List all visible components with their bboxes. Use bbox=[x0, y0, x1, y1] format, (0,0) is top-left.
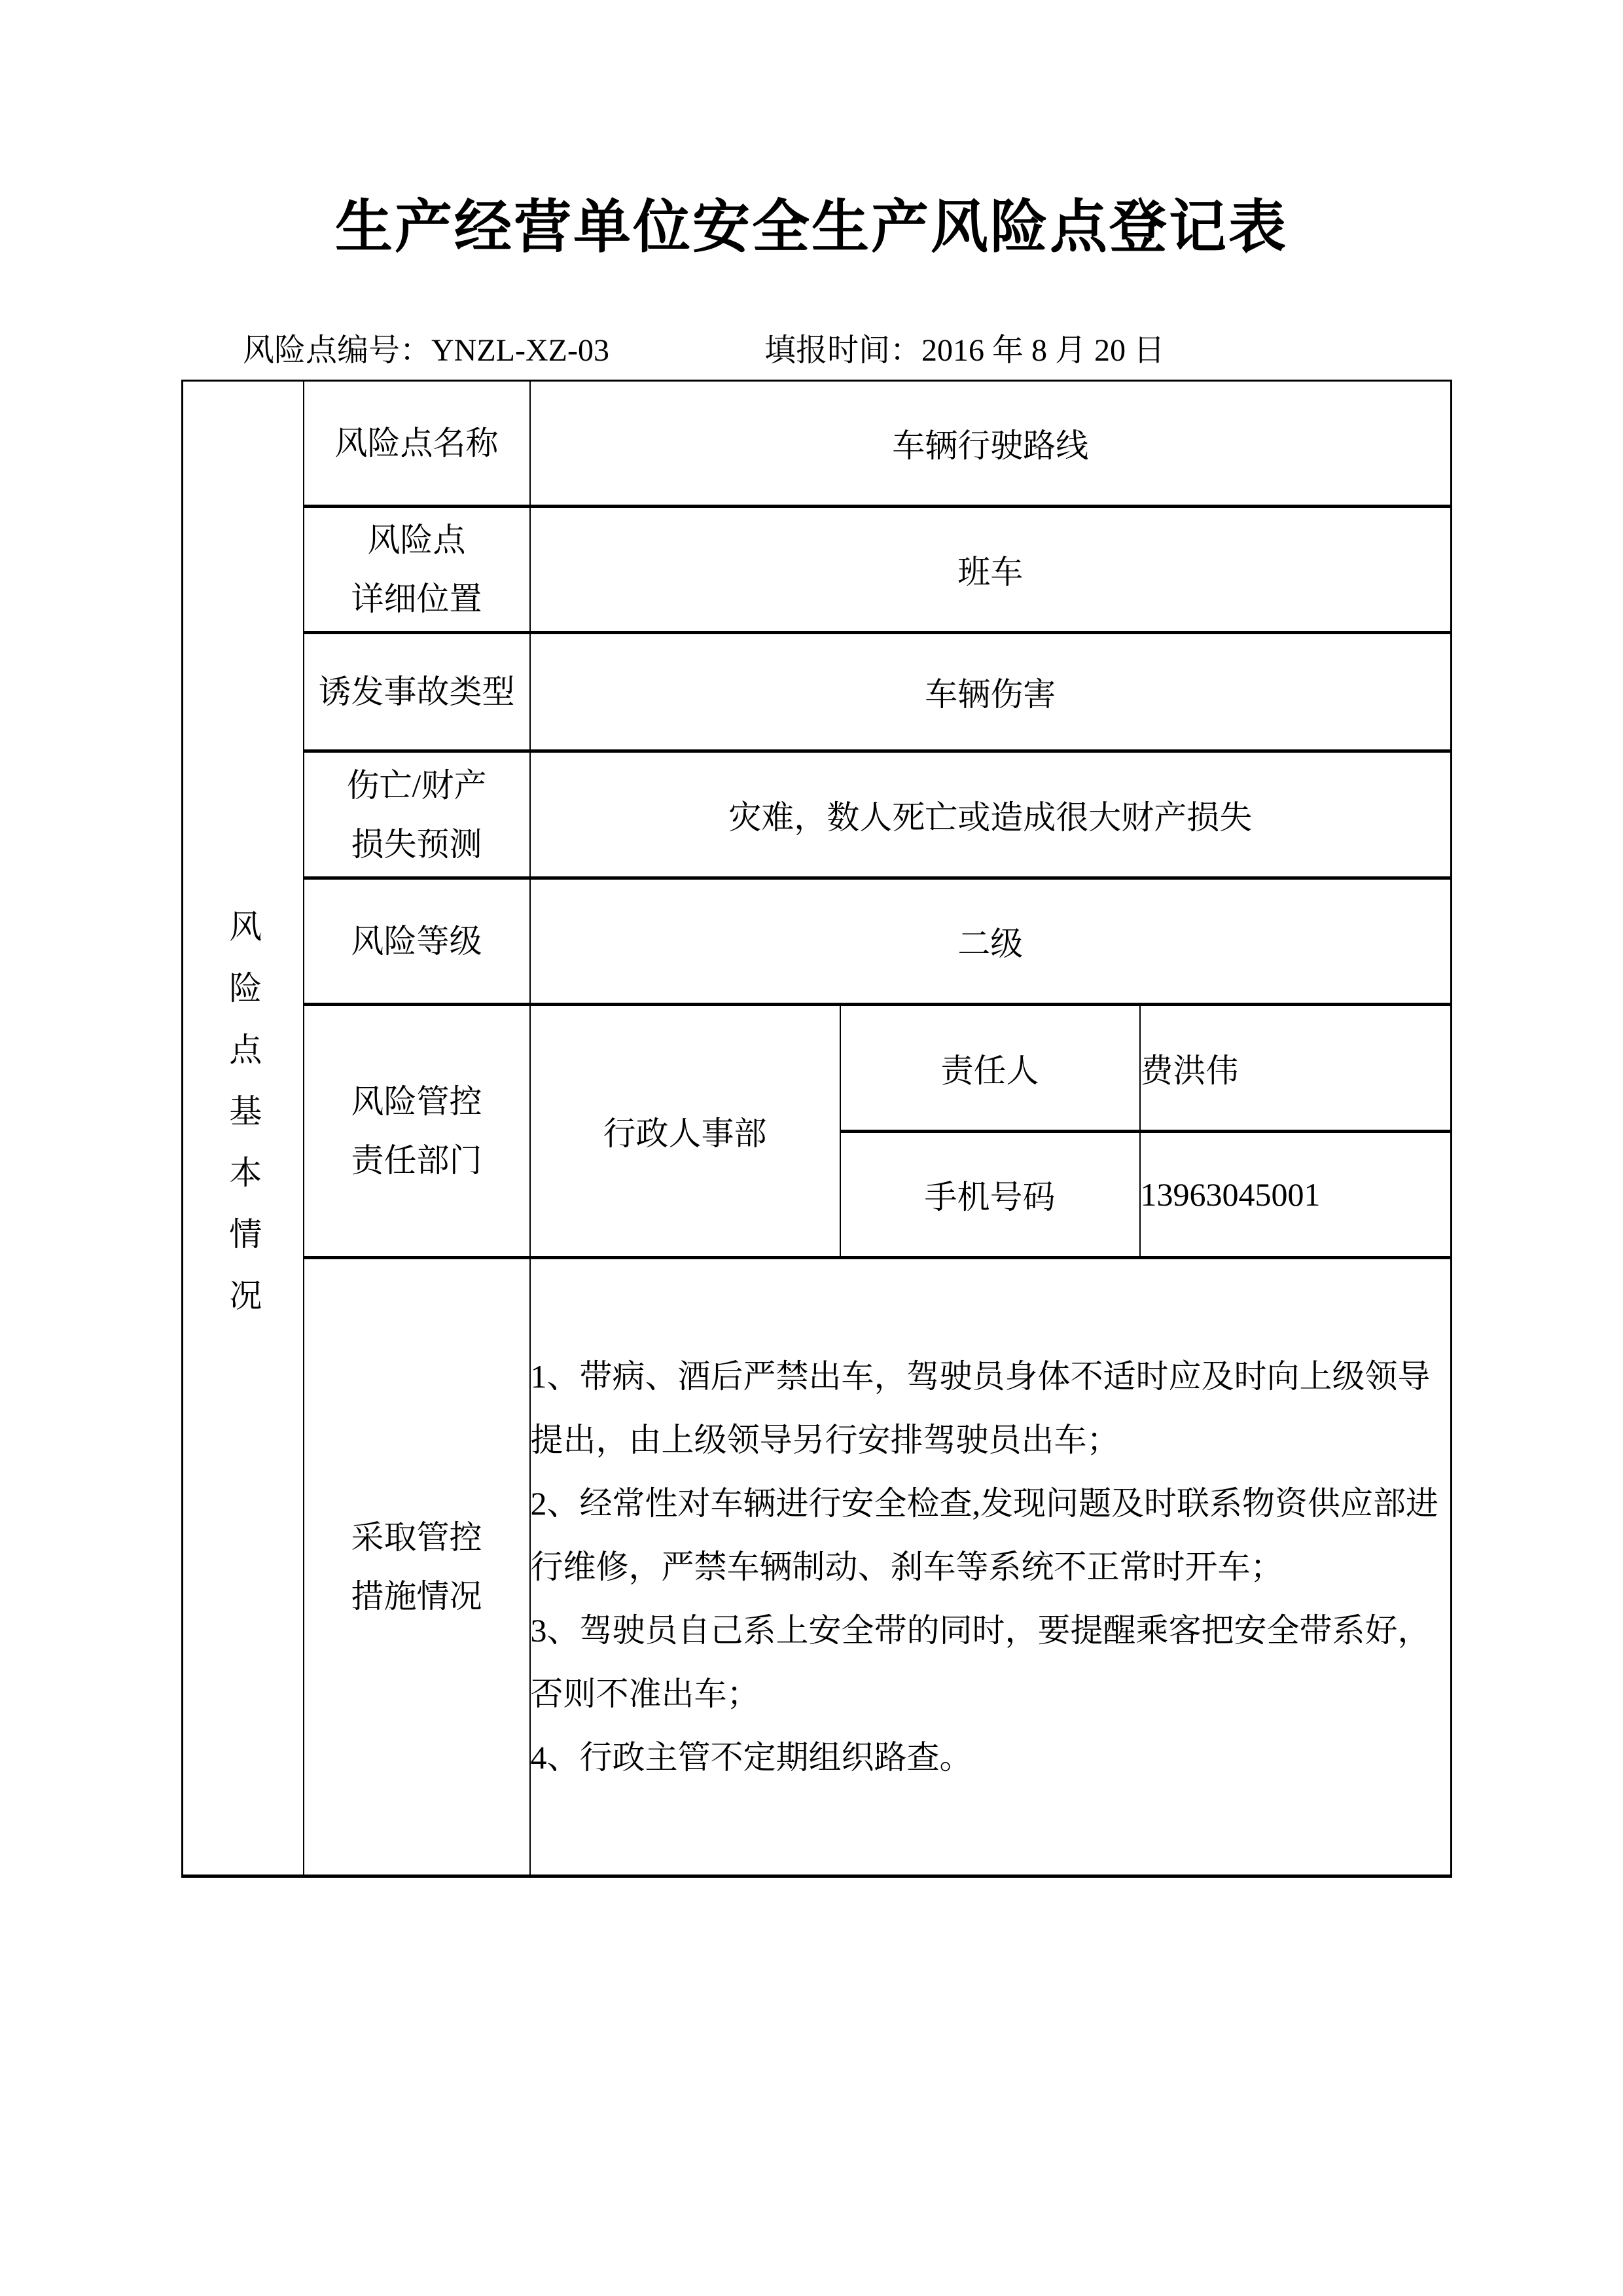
loss-forecast-label bbox=[304, 751, 530, 878]
risk-name-value: 车辆行驶路线 bbox=[530, 381, 1452, 507]
table-row bbox=[183, 381, 1452, 507]
risk-point-number bbox=[243, 332, 609, 369]
responsible-person-value: 费洪伟 bbox=[1140, 1005, 1452, 1132]
risk-level-label bbox=[304, 878, 530, 1005]
label-line: 伤亡/财产 bbox=[346, 766, 487, 804]
side-category-cell bbox=[183, 381, 304, 1876]
label-line: 措施情况 bbox=[351, 1578, 482, 1615]
fill-date bbox=[764, 332, 1165, 369]
control-department-value: 行政人事部 bbox=[530, 1005, 840, 1258]
table-row bbox=[183, 633, 1452, 751]
label-line: 诱发事故类型 bbox=[318, 673, 515, 710]
meta-line bbox=[0, 332, 1623, 372]
label-line: 责任部门 bbox=[351, 1142, 482, 1179]
risk-point-number-label: 风险点编号： bbox=[243, 333, 432, 368]
risk-location-label bbox=[304, 507, 530, 633]
fill-date-value: 2016 年 8 月 20 日 bbox=[921, 333, 1166, 368]
label-line: 风险点名称 bbox=[334, 425, 499, 461]
label-line: 损失预测 bbox=[351, 825, 482, 863]
table-row bbox=[183, 751, 1452, 878]
table-row bbox=[183, 1258, 1452, 1876]
measure-item: 2、经常性对车辆进行安全检查,发现问题及时联系物资供应部进行维修，严禁车辆制动、刹车等系统不正常时开车； bbox=[530, 1484, 1438, 1585]
registration-table bbox=[181, 380, 1452, 1878]
label-line: 采取管控 bbox=[351, 1519, 482, 1556]
label-line: 风险管控 bbox=[351, 1083, 482, 1120]
phone-number-value: 13963045001 bbox=[1140, 1132, 1452, 1258]
loss-forecast-value: 灾难，数人死亡或造成很大财产损失 bbox=[530, 751, 1452, 878]
measure-item: 3、驾驶员自己系上安全带的同时，要提醒乘客把安全带系好，否则不准出车； bbox=[530, 1611, 1431, 1712]
control-department-label bbox=[304, 1005, 530, 1258]
risk-location-value: 班车 bbox=[530, 507, 1452, 633]
control-measures-label bbox=[304, 1258, 530, 1876]
measure-item: 4、行政主管不定期组织路查。 bbox=[530, 1738, 972, 1776]
responsible-person-label: 责任人 bbox=[840, 1005, 1140, 1132]
label-line: 详细位置 bbox=[351, 581, 482, 617]
control-measures-value bbox=[530, 1258, 1452, 1876]
table-row bbox=[183, 1005, 1452, 1132]
accident-type-value: 车辆伤害 bbox=[530, 633, 1452, 751]
label-line: 风险点 bbox=[367, 522, 466, 558]
risk-point-number-value: YNZL-XZ-03 bbox=[431, 333, 609, 368]
phone-number-label: 手机号码 bbox=[840, 1132, 1140, 1258]
label-line: 风险等级 bbox=[351, 923, 482, 960]
risk-level-value: 二级 bbox=[530, 878, 1452, 1005]
accident-type-label bbox=[304, 633, 530, 751]
table-row bbox=[183, 507, 1452, 633]
fill-date-label: 填报时间： bbox=[764, 333, 922, 368]
page-title: 生产经营单位安全生产风险点登记表 bbox=[334, 196, 1288, 260]
measure-item: 1、带病、酒后严禁出车，驾驶员身体不适时应及时向上级领导提出，由上级领导另行安排驾驶员出车； bbox=[530, 1357, 1431, 1458]
side-category-label: 风险点基本情况 bbox=[224, 908, 262, 1340]
table-row bbox=[183, 878, 1452, 1005]
risk-name-label bbox=[304, 381, 530, 507]
